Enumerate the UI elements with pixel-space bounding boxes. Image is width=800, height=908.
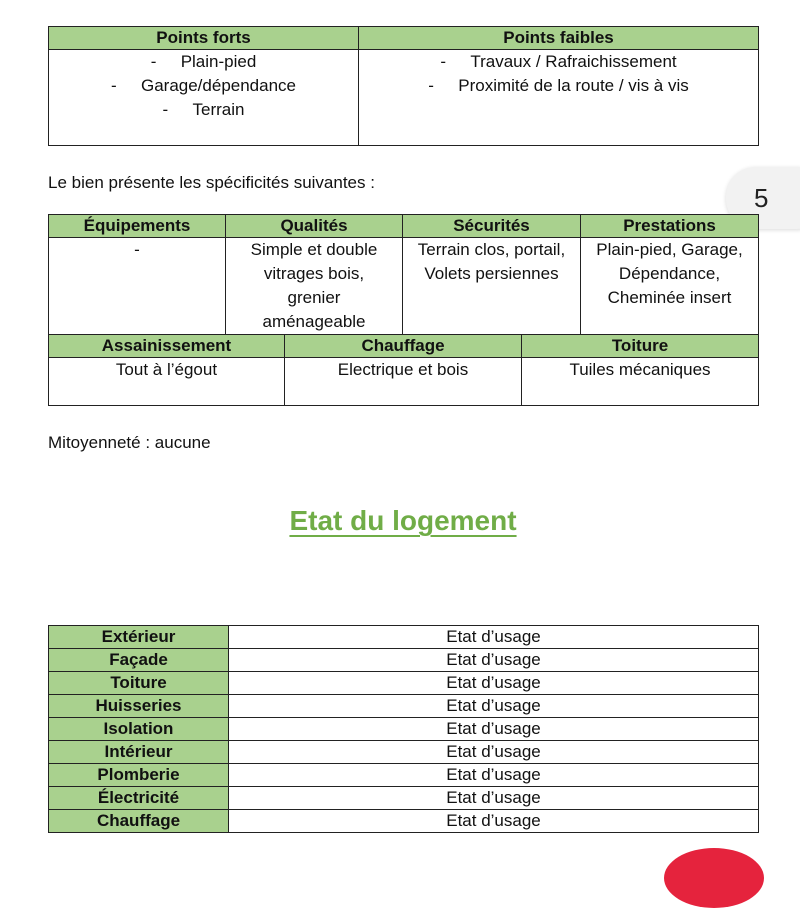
- table-row: [49, 764, 759, 787]
- strength-item: - Plain-pied: [150, 52, 257, 71]
- condition-value: Etat d’usage: [229, 649, 759, 672]
- condition-value: Etat d’usage: [229, 695, 759, 718]
- strengths-cell: [49, 50, 359, 146]
- strengths-header: Points forts: [49, 27, 359, 50]
- table-row: [49, 810, 759, 833]
- condition-value: Etat d’usage: [229, 672, 759, 695]
- specs-value-assainissement: Tout à l’égout: [49, 358, 285, 406]
- strength-item: - Terrain: [162, 100, 245, 119]
- condition-value: Etat d’usage: [229, 741, 759, 764]
- condition-label: Intérieur: [49, 741, 229, 764]
- condition-value: Etat d’usage: [229, 764, 759, 787]
- weaknesses-cell: [359, 50, 759, 146]
- condition-table: [48, 625, 759, 833]
- mitoyennete-text: Mitoyenneté : aucune: [48, 433, 211, 452]
- specs-header-assainissement: Assainissement: [49, 335, 285, 358]
- specs-value-chauffage: Electrique et bois: [285, 358, 522, 406]
- specs-header-securites: Sécurités: [403, 215, 581, 238]
- table-row: [49, 695, 759, 718]
- strengths-weaknesses-table: [48, 26, 759, 146]
- specs-value-toiture: Tuiles mécaniques: [522, 358, 759, 406]
- condition-label: Isolation: [49, 718, 229, 741]
- table-row: [49, 787, 759, 810]
- condition-label: Plomberie: [49, 764, 229, 787]
- specs-value-securites: Terrain clos, portail, Volets persiennes: [403, 238, 581, 335]
- specs-value-prestations: Plain-pied, Garage, Dépendance, Cheminée insert: [581, 238, 759, 335]
- weakness-item: - Travaux / Rafraichissement: [440, 52, 677, 71]
- section-title: Etat du logement: [289, 505, 517, 536]
- strength-item: - Garage/dépendance: [110, 76, 297, 95]
- specs-header-equipements: Équipements: [49, 215, 226, 238]
- condition-label: Toiture: [49, 672, 229, 695]
- specs-header-chauffage: Chauffage: [285, 335, 522, 358]
- specs-value-equipements: -: [49, 238, 226, 335]
- specs-header-toiture: Toiture: [522, 335, 759, 358]
- specs-header-prestations: Prestations: [581, 215, 759, 238]
- condition-value: Etat d’usage: [229, 787, 759, 810]
- table-row: [49, 718, 759, 741]
- table-row: [49, 649, 759, 672]
- specs-table-2: [48, 334, 759, 406]
- condition-label: Façade: [49, 649, 229, 672]
- condition-value: Etat d’usage: [229, 718, 759, 741]
- table-row: [49, 672, 759, 695]
- specs-header-qualites: Qualités: [226, 215, 403, 238]
- condition-label: Chauffage: [49, 810, 229, 833]
- specs-intro: Le bien présente les spécificités suivantes :: [48, 173, 375, 192]
- condition-label: Extérieur: [49, 626, 229, 649]
- floating-action-button[interactable]: [664, 848, 764, 908]
- condition-label: Huisseries: [49, 695, 229, 718]
- condition-label: Électricité: [49, 787, 229, 810]
- table-row: [49, 741, 759, 764]
- weakness-item: - Proximité de la route / vis à vis: [428, 76, 689, 95]
- specs-value-qualites: Simple et double vitrages bois, grenier aménageable: [226, 238, 403, 335]
- page-number: 5: [754, 183, 769, 213]
- weaknesses-header: Points faibles: [359, 27, 759, 50]
- condition-value: Etat d’usage: [229, 810, 759, 833]
- specs-table: [48, 214, 759, 335]
- table-row: [49, 626, 759, 649]
- condition-value: Etat d’usage: [229, 626, 759, 649]
